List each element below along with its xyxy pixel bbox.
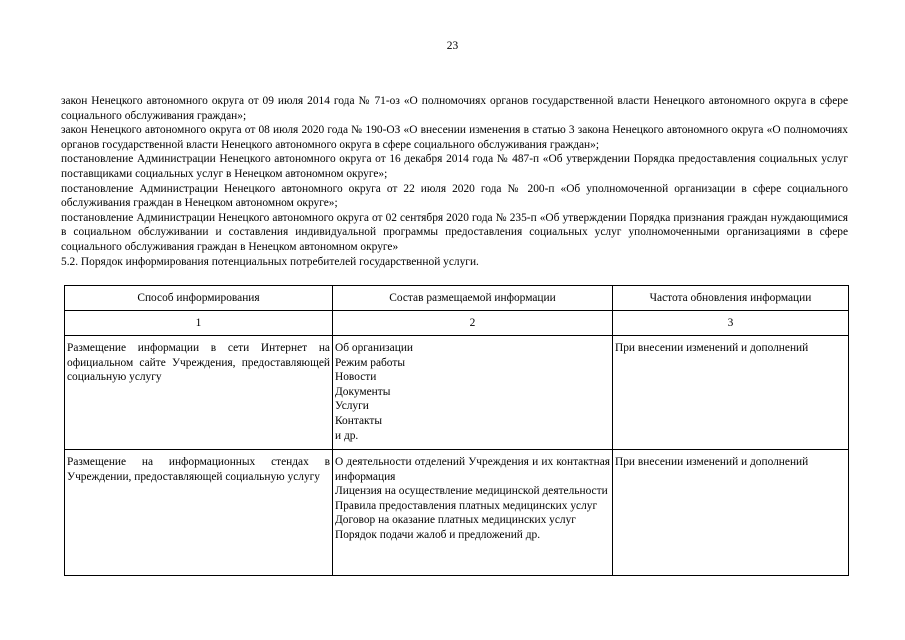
content-cell <box>333 450 613 576</box>
content-item: и др. <box>335 429 359 442</box>
content-item: Режим работы <box>335 356 405 369</box>
table-row <box>65 336 849 450</box>
content-item: Контакты <box>335 414 383 427</box>
frequency-cell: При внесении изменений и дополнений <box>613 450 849 576</box>
page-number: 23 <box>446 40 459 52</box>
column-number: 1 <box>65 311 333 336</box>
content-item: Порядок подачи жалоб и предложений др. <box>335 528 541 541</box>
content-cell <box>333 336 613 450</box>
content-item: О деятельности отделений Учреждения и их контактная информация <box>335 456 610 483</box>
content-item: Правила предоставления платных медицинских услуг <box>335 499 598 512</box>
information-table <box>64 285 849 576</box>
section-heading: 5.2. Порядок информирования потенциальных потребителей государственной услуги. <box>61 255 479 268</box>
paragraph: закон Ненецкого автономного округа от 08 июля 2020 года № 190-ОЗ «О внесении изменения в статью 3 закона Ненецкого автономного округа «О полномочиях органов государственной власти Ненецкого автономного округа в сфере социального обслуживания граждан»; <box>61 124 848 151</box>
content-item: Лицензия на осуществление медицинской деятельности <box>335 485 608 498</box>
paragraph: постановление Администрации Ненецкого автономного округа от 22 июля 2020 года № 200-п «Об уполномоченной организации в сфере социального обслуживания граждан в Ненецком автономном округе»; <box>61 182 848 210</box>
column-header-method: Способ информирования <box>65 286 333 311</box>
paragraph: закон Ненецкого автономного округа от 09 июля 2014 года № 71-оз «О полномочиях органов государственной власти Ненецкого автономного округа в сфере социального обслуживания граждан»; <box>61 95 848 122</box>
paragraph: постановление Администрации Ненецкого автономного округа от 02 сентября 2020 года № 235-п «Об утверждении Порядка признания граждан нуждающимися в социальном обслуживании и составления индивидуальной программы предоставления социальных услуг уполномоченными организациями в сфере социального обслуживания граждан в Ненецком автономном округе» <box>61 211 848 253</box>
column-number-row <box>65 311 849 336</box>
content-item: Услуги <box>335 400 369 413</box>
frequency-cell: При внесении изменений и дополнений <box>613 336 849 450</box>
legal-references <box>61 94 848 269</box>
content-item: Об организации <box>335 342 414 354</box>
content-item: Документы <box>335 385 391 398</box>
column-number: 3 <box>613 311 849 336</box>
table-header-row <box>65 286 849 311</box>
method-cell: Размещение информации в сети Интернет на официальном сайте Учреждения, предоставляющей социальную услугу <box>65 336 333 450</box>
paragraph: постановление Администрации Ненецкого автономного округа от 16 декабря 2014 года № 487-п «Об утверждении Порядка предоставления социальных услуг поставщиками социальных услуг в Ненецком автономном округе»; <box>61 153 848 180</box>
method-cell: Размещение на информационных стендах в Учреждении, предоставляющей социальную услугу <box>65 450 333 576</box>
column-header-content: Состав размещаемой информации <box>333 286 613 311</box>
column-header-frequency: Частота обновления информации <box>613 286 849 311</box>
content-item: Договор на оказание платных медицинских услуг <box>335 514 576 527</box>
content-item: Новости <box>335 371 377 384</box>
column-number: 2 <box>333 311 613 336</box>
table-row <box>65 450 849 576</box>
